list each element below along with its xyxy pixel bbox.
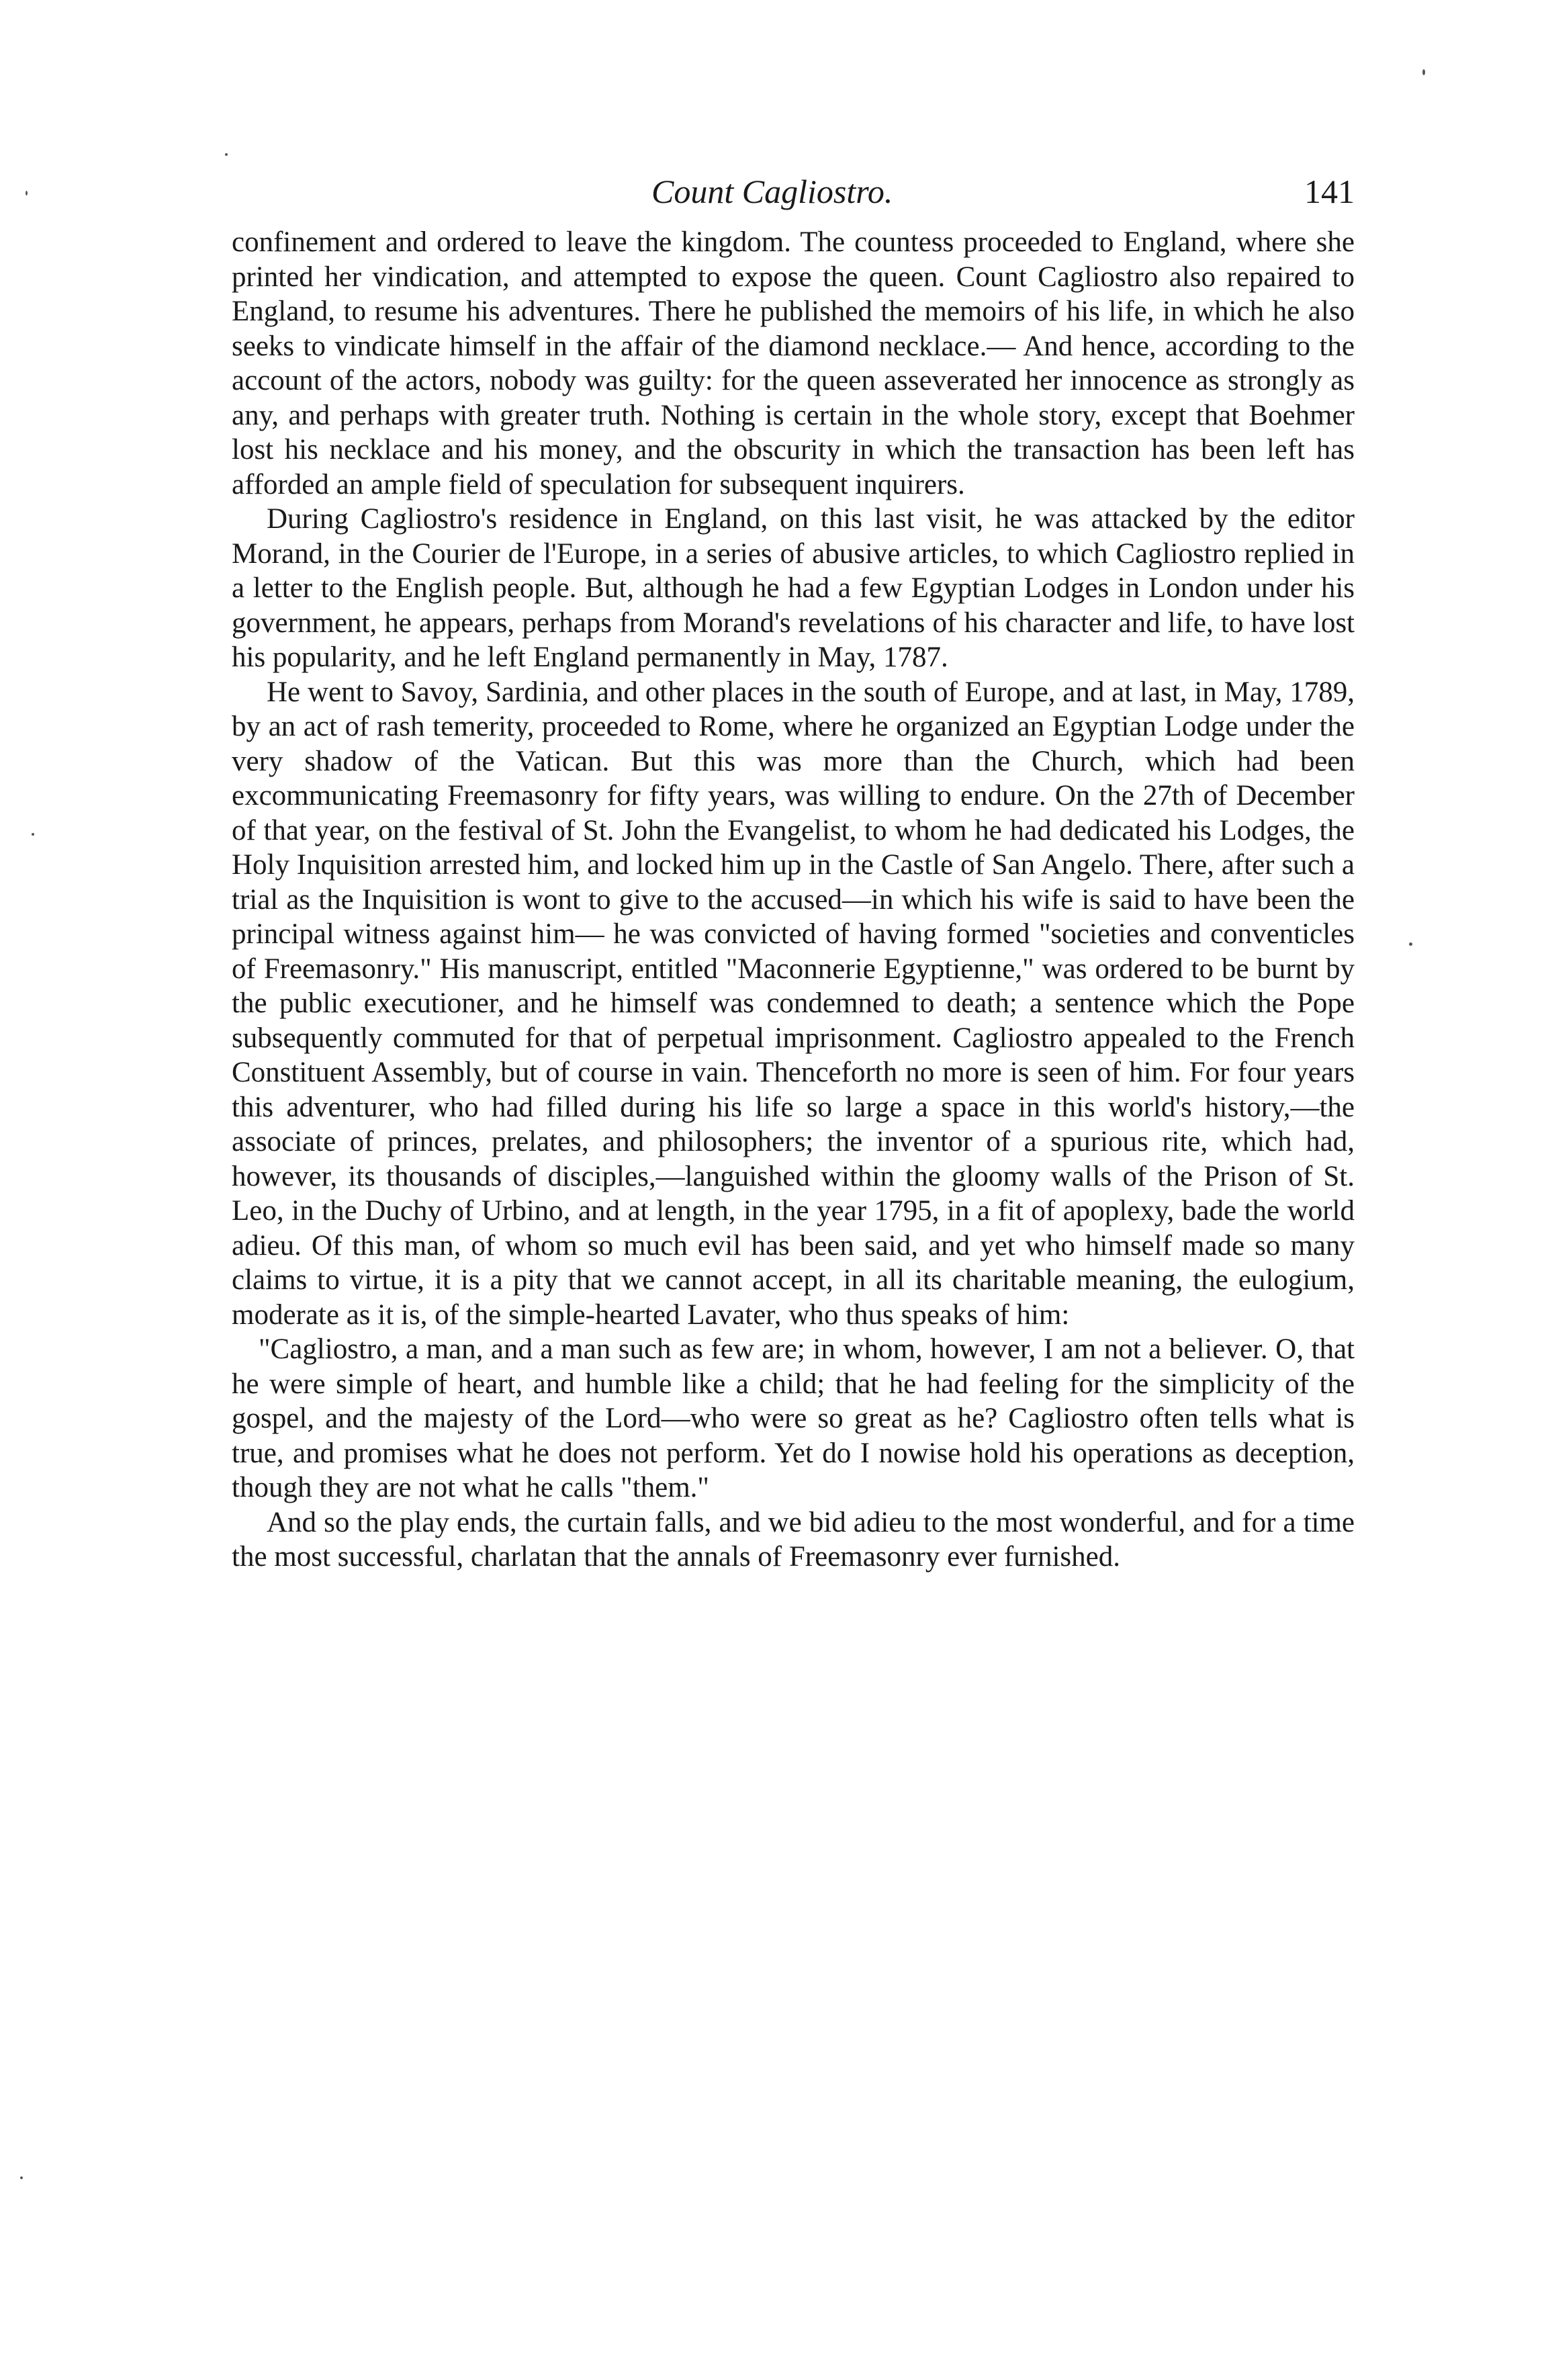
paragraph-conclusion: And so the play ends, the curtain falls, and we bid adieu to the most wonderful, and for a time the most successful, charlatan that the annals of Freemasonry ever furnished.	[232, 1506, 1355, 1573]
paragraph-lavater-quote: "Cagliostro, a man, and a man such as few are; in whom, however, I am not a believer. O, that he were simple of heart, and humble like a child; that he had feeling for the simplicity of the gospel, and the majesty of the Lord—who were so great as he? Cagliostro often tells what is true, and promises what he does not perform. Yet do I nowise hold his operations as deception, though they are not what he calls "them."	[232, 1333, 1355, 1503]
scan-speck	[20, 2176, 23, 2179]
scan-speck	[32, 833, 34, 836]
scan-speck	[225, 153, 228, 156]
book-page	[232, 171, 1355, 1575]
running-title: Count Cagliostro.	[651, 173, 893, 210]
page-number: 141	[1304, 173, 1355, 210]
scan-speck	[1422, 69, 1425, 75]
paragraph-morand: During Cagliostro's residence in England, on this last visit, he was attacked by the editor Morand, in the Courier de l'Europe, in a series of abusive articles, to which Cagliostro replied in a letter to the English people. But, although he had a few Egyptian Lodges in London under his government, he appears, perhaps from Morand's revelations of his character and life, to have lost his popularity, and he left England permanently in May, 1787.	[232, 503, 1355, 673]
running-header	[232, 171, 1355, 225]
paragraph-continued: confinement and ordered to leave the kingdom. The countess proceeded to England, where she printed her vindication, and attempted to expose the queen. Count Cagliostro also repaired to England, to resume his adventures. There he published the memoirs of his life, in which he also seeks to vindicate himself in the affair of the diamond necklace.— And hence, according to the account of the actors, nobody was guilty: for the queen asseverated her innocence as strongly as any, and perhaps with greater truth. Nothing is certain in the whole story, except that Boehmer lost his necklace and his money, and the obscurity in which the transaction has been left has afforded an ample field of speculation for subsequent inquirers.	[232, 226, 1355, 500]
body-text	[232, 225, 1355, 1575]
paragraph-rome: He went to Savoy, Sardinia, and other places in the south of Europe, and at last, in May, 1789, by an act of rash temerity, proceeded to Rome, where he organized an Egyptian Lodge under the very shadow of the Vatican. But this was more than the Church, which had been excommunicating Freemasonry for fifty years, was willing to endure. On the 27th of December of that year, on the festival of St. John the Evangelist, to whom he had dedicated his Lodges, the Holy Inquisition arrested him, and locked him up in the Castle of San Angelo. There, after such a trial as the Inquisition is wont to give to the accused—in which his wife is said to have been the principal witness against him— he was convicted of having formed "societies and conventicles of Freemasonry." His manuscript, entitled "Maconnerie Egyptienne," was ordered to be burnt by the public executioner, and he himself was condemned to death; a sentence which the Pope subsequently commuted for that of perpetual imprisonment. Cagliostro appealed to the French Constituent Assembly, but of course in vain. Thenceforth no more is seen of him. For four years this adventurer, who had filled during his life so large a space in this world's history,—the associate of princes, prelates, and philosophers; the inventor of a spurious rite, which had, however, its thousands of disciples,—languished within the gloomy walls of the Prison of St. Leo, in the Duchy of Urbino, and at length, in the year 1795, in a fit of apoplexy, bade the world adieu. Of this man, of whom so much evil has been said, and yet who himself made so many claims to virtue, it is a pity that we cannot accept, in all its charitable meaning, the eulogium, moderate as it is, of the simple-hearted Lavater, who thus speaks of him:	[232, 676, 1355, 1331]
scan-speck	[1409, 942, 1412, 946]
scan-speck	[26, 191, 28, 195]
